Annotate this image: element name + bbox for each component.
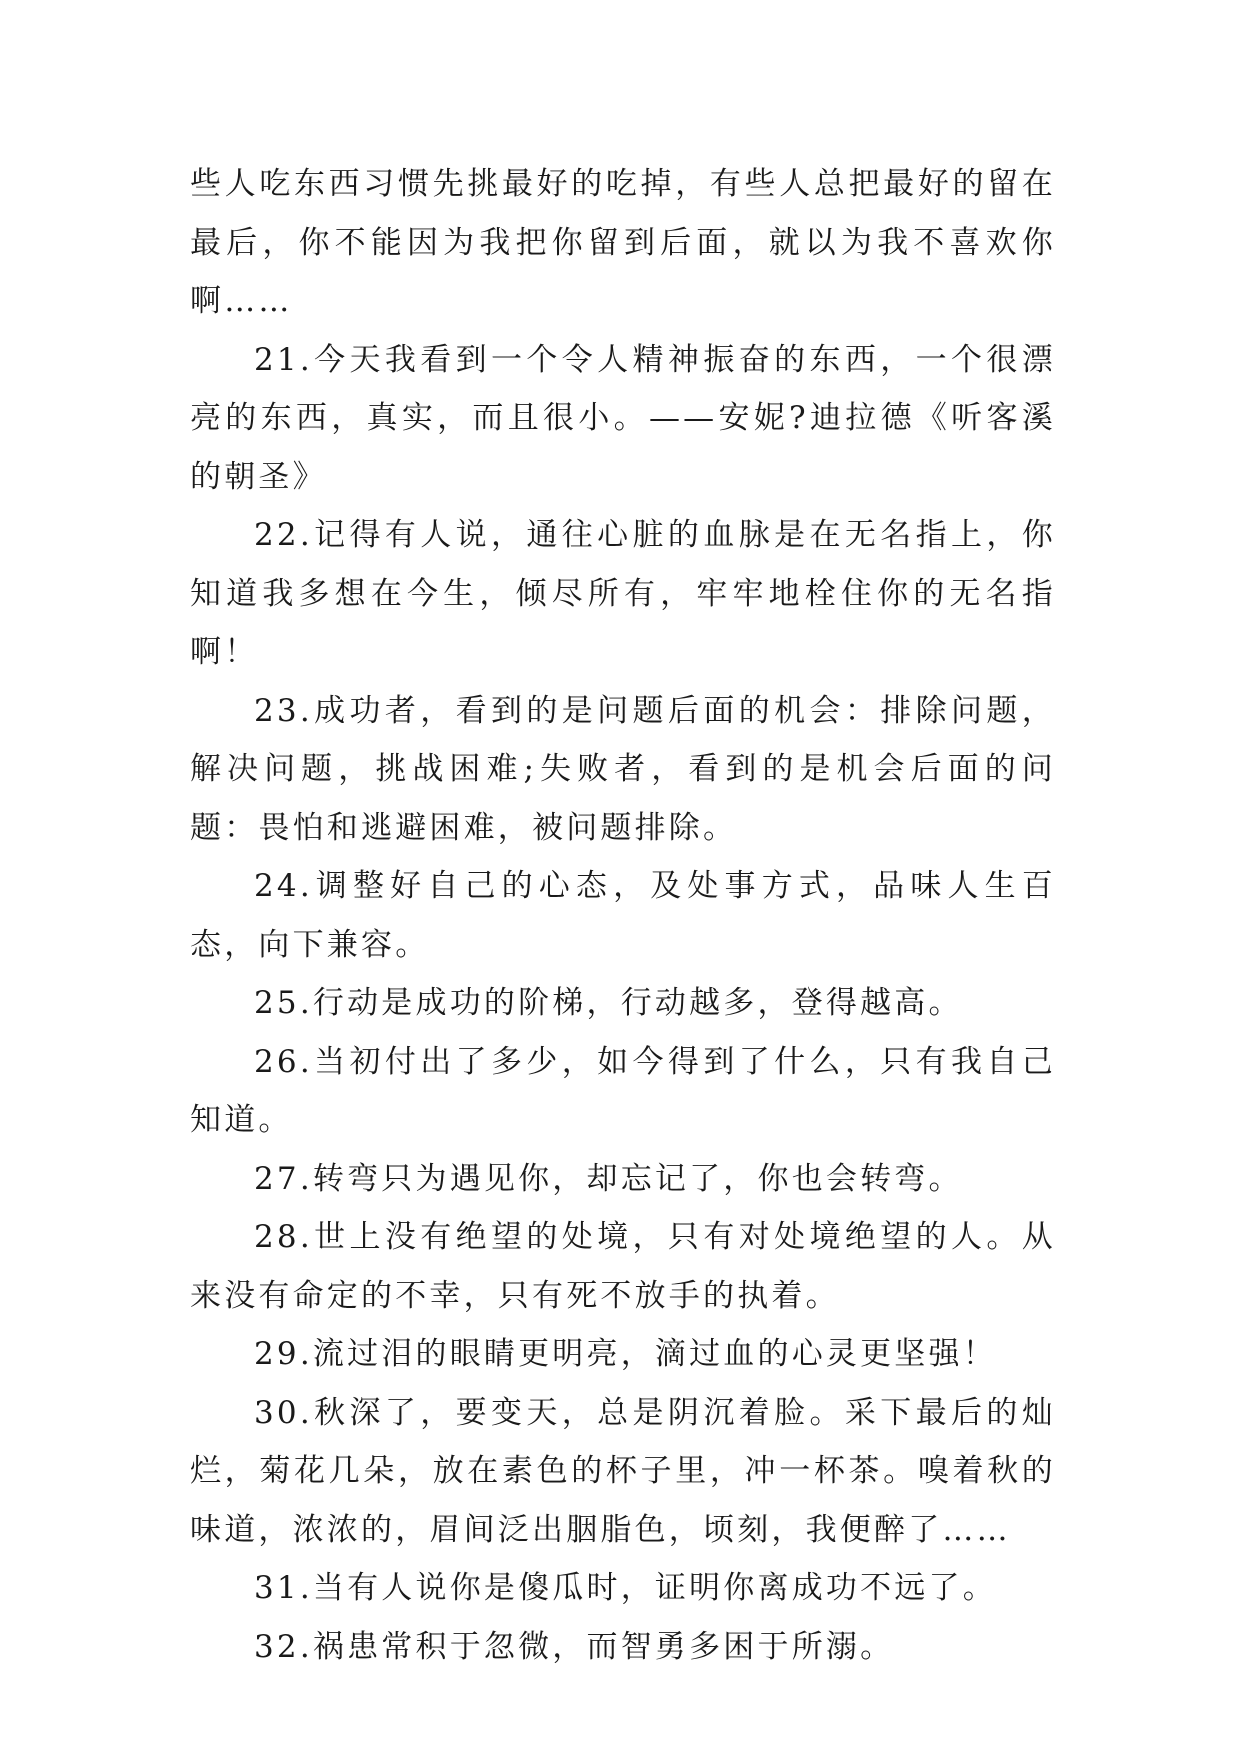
paragraph-25: 25.行动是成功的阶梯，行动越多，登得越高。 xyxy=(254,985,963,1021)
paragraph-27: 27.转弯只为遇见你，却忘记了，你也会转弯。 xyxy=(254,1160,963,1197)
paragraph-22: 22.记得有人说，通往心脏的血脉是在无名指上，你知道我多想在今生，倾尽所有，牢牢地栓住你的无名指啊！ xyxy=(190,517,1056,670)
paragraph-26: 26.当初付出了多少，如今得到了什么，只有我自己知道。 xyxy=(190,1043,1056,1138)
paragraph-31: 31.当有人说你是傻瓜时，证明你离成功不远了。 xyxy=(254,1570,997,1606)
paragraph-21: 21.今天我看到一个令人精神振奋的东西，一个很漂亮的东西，真实，而且很小。——安妮?迪拉德《听客溪的朝圣》 xyxy=(190,341,1056,495)
paragraph-continuation: 些人吃东西习惯先挑最好的吃掉，有些人总把最好的留在最后，你不能因为我把你留到后面，就以为我不喜欢你啊…… xyxy=(190,166,1056,319)
paragraph-28: 28.世上没有绝望的处境，只有对处境绝望的人。从来没有命定的不幸，只有死不放手的执着。 xyxy=(190,1219,1056,1314)
paragraph-29: 29.流过泪的眼睛更明亮，滴过血的心灵更坚强！ xyxy=(254,1336,997,1372)
paragraph-30: 30.秋深了，要变天，总是阴沉着脸。采下最后的灿烂，菊花几朵，放在素色的杯子里，冲一杯茶。嗅着秋的味道，浓浓的，眉间泛出胭脂色，顷刻，我便醉了…… xyxy=(190,1394,1056,1548)
document-page xyxy=(190,155,1056,1676)
paragraph-24: 24.调整好自己的心态，及处事方式，品味人生百态，向下兼容。 xyxy=(190,868,1056,963)
paragraph-23: 23.成功者，看到的是问题后面的机会：排除问题，解决问题，挑战困难;失败者，看到的是机会后面的问题：畏怕和逃避困难，被问题排除。 xyxy=(190,692,1056,846)
paragraph-32: 32.祸患常积于忽微，而智勇多困于所溺。 xyxy=(254,1628,895,1665)
